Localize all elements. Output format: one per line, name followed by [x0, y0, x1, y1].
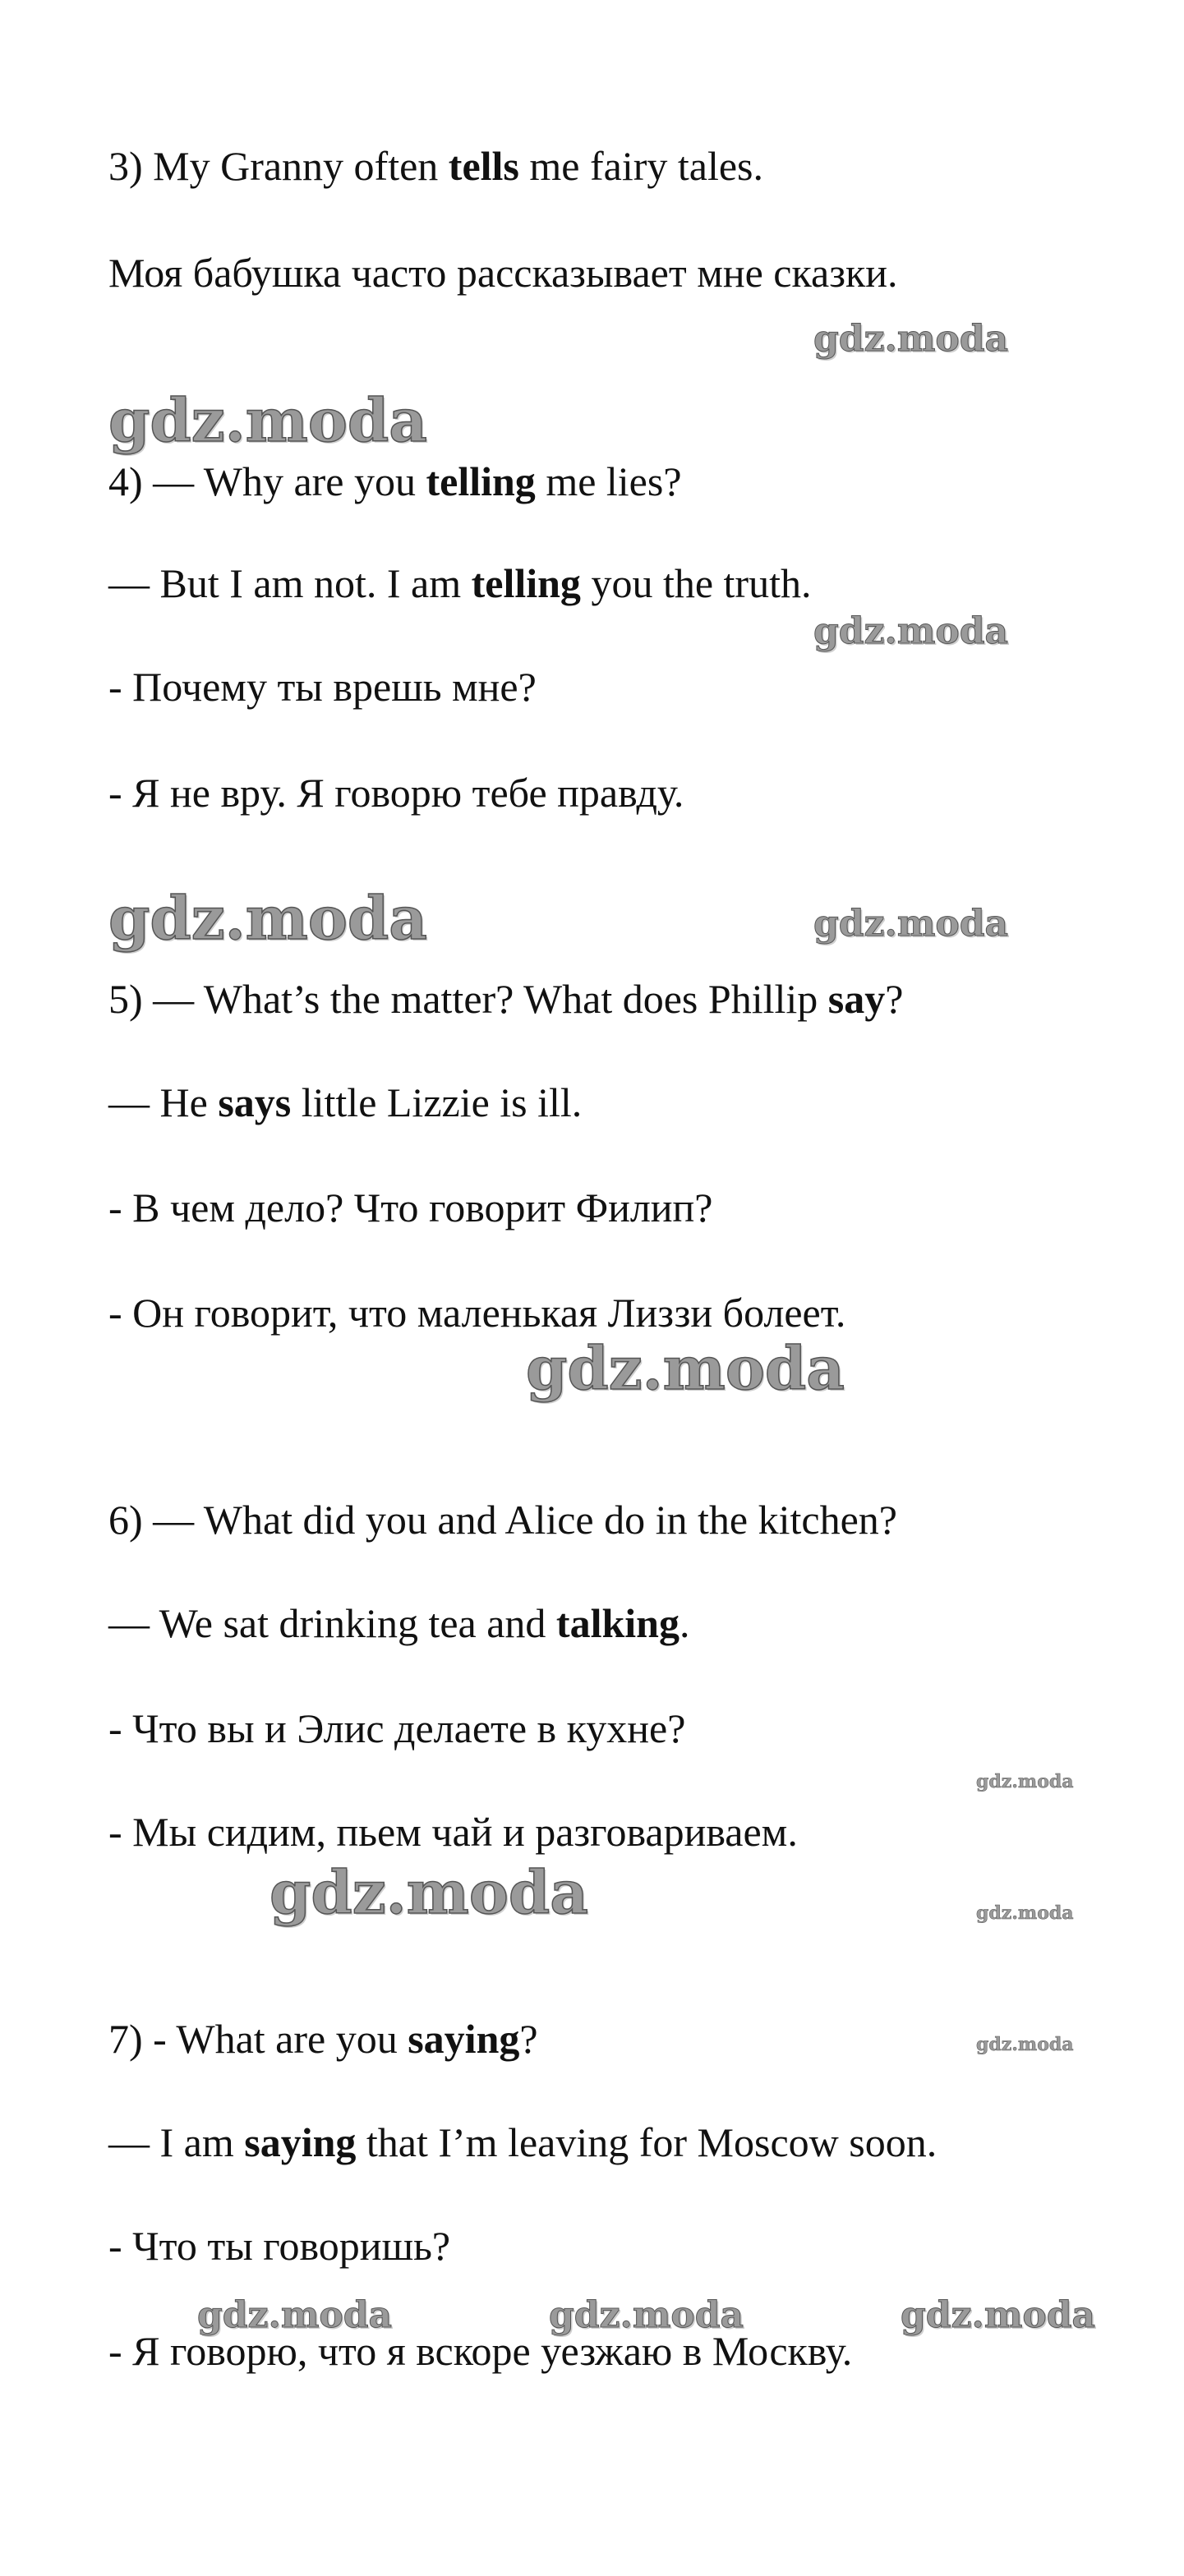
ex4-line-3	[108, 662, 537, 711]
line-text: Моя бабушка часто рассказывает мне сказки.	[108, 250, 898, 296]
ex3-line-1	[108, 141, 763, 191]
line-text: me fairy tales.	[518, 143, 763, 189]
line-text: 3) My Granny often	[108, 143, 449, 189]
watermark: gdz.moda	[976, 1771, 1074, 1792]
line-text: that I’m leaving for Moscow soon.	[356, 2119, 938, 2165]
ex7-line-3	[108, 2221, 450, 2270]
line-text: — We sat drinking tea and	[108, 1600, 556, 1646]
line-text: 7) - What are you	[108, 2016, 408, 2062]
line-text: — I am	[108, 2119, 245, 2165]
line-text: - Он говорит, что маленькая Лиззи болеет.	[108, 1290, 846, 1336]
watermark: gdz.moda	[549, 2294, 744, 2336]
watermark: gdz.moda	[976, 1902, 1074, 1924]
ex5-line-2	[108, 1078, 582, 1127]
ex6-line-2	[108, 1598, 689, 1648]
line-text: .	[679, 1600, 690, 1646]
line-text: 5) — What’s the matter? What does Phillip	[108, 976, 828, 1022]
line-text: 6) — What did you and Alice do in the kitchen?	[108, 1497, 897, 1543]
highlighted-verb: telling	[471, 560, 581, 606]
line-text: me lies?	[535, 458, 682, 504]
line-text: - В чем дело? Что говорит Филип?	[108, 1184, 713, 1230]
line-text: — He	[108, 1079, 219, 1125]
ex6-line-4	[108, 1807, 798, 1856]
line-text: you the truth.	[580, 560, 812, 606]
watermark: gdz.moda	[901, 2294, 1096, 2336]
highlighted-verb: say	[827, 976, 886, 1022]
line-text: - Мы сидим, пьем чай и разговариваем.	[108, 1809, 798, 1855]
highlighted-verb: saying	[244, 2119, 357, 2165]
line-text: - Что вы и Элис делаете в кухне?	[108, 1705, 686, 1751]
highlighted-verb: tells	[448, 143, 519, 189]
watermark: gdz.moda	[813, 318, 1009, 360]
ex6-line-1	[108, 1495, 897, 1544]
ex4-line-4	[108, 768, 684, 817]
highlighted-verb: saying	[408, 2016, 520, 2062]
line-text: ?	[885, 976, 904, 1022]
line-text: - Я говорю, что я вскоре уезжаю в Москву.	[108, 2328, 853, 2374]
watermark: gdz.moda	[108, 883, 427, 953]
line-text: — But I am not. I am	[108, 560, 472, 606]
watermark: gdz.moda	[270, 1857, 588, 1927]
watermark: gdz.moda	[976, 2034, 1074, 2055]
line-text: ?	[519, 2016, 538, 2062]
ex7-line-2	[108, 2118, 937, 2167]
watermark: gdz.moda	[197, 2294, 393, 2336]
highlighted-verb: telling	[426, 458, 536, 504]
ex6-line-3	[108, 1704, 685, 1753]
ex7-line-1	[108, 2014, 538, 2063]
line-text: - Что ты говоришь?	[108, 2223, 451, 2269]
highlighted-verb: talking	[555, 1600, 680, 1646]
watermark: gdz.moda	[108, 385, 427, 455]
watermark: gdz.moda	[813, 610, 1009, 652]
highlighted-verb: says	[218, 1079, 292, 1125]
ex4-line-1	[108, 457, 682, 506]
ex4-line-2	[108, 559, 811, 608]
line-text: 4) — Why are you	[108, 458, 426, 504]
line-text: - Я не вру. Я говорю тебе правду.	[108, 770, 684, 816]
line-text: little Lizzie is ill.	[291, 1079, 583, 1125]
ex3-line-2	[108, 248, 898, 297]
ex5-line-1	[108, 974, 903, 1024]
line-text: - Почему ты врешь мне?	[108, 664, 537, 710]
ex5-line-3	[108, 1183, 713, 1232]
watermark: gdz.moda	[526, 1333, 845, 1403]
ex5-line-4	[108, 1288, 845, 1337]
watermark: gdz.moda	[813, 903, 1009, 945]
